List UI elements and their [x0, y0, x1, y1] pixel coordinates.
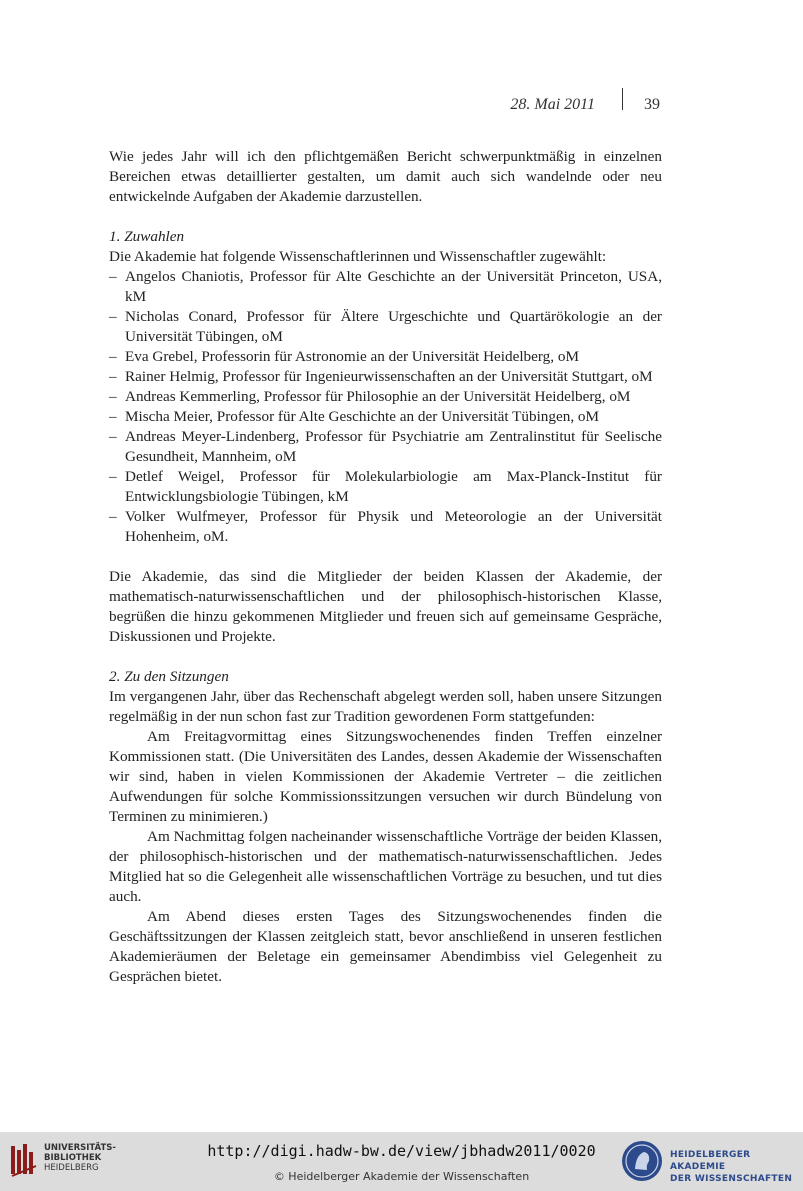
page-number: 39: [644, 96, 660, 113]
list-dash: –: [109, 348, 117, 365]
new-members-list: [109, 267, 662, 547]
list-item: – Eva Grebel, Professorin für Astronomie an der Universität Heidelberg, oM: [109, 348, 579, 365]
academy-seal-icon: [620, 1139, 664, 1183]
list-item: – Nicholas Conard, Professor für Ältere Urgeschichte und Quartärökologie an der Universität Tübingen, oM: [109, 308, 662, 345]
section-heading-1: 1. Zuwahlen: [109, 228, 185, 245]
header-divider: [622, 88, 623, 110]
list-dash: –: [109, 468, 117, 485]
section-2-paragraph: Am Nachmittag folgen nacheinander wissenschaftliche Vorträge der beiden Klassen, der philosophisch-historischen und der mathematisch-naturwissenschaftlichen. Jedes Mitglied hat so die Gelegenheit alle wissenschaftlichen Vorträge zu besuchen, und tut dies auch.: [109, 828, 662, 905]
academy-name: HEIDELBERGER AKADEMIE DER WISSENSCHAFTEN: [670, 1150, 793, 1184]
section-2-paragraph: Am Freitagvormittag eines Sitzungswochenendes finden Treffen einzelner Kommissionen statt. (Die Universitäten des Landes, dessen Akademie der Wissenschaften wir sind, haben in vielen Kommissionen der Akademie Vertreter – die zeitlichen Aufwendungen für solche Kommissionssitzungen versuchen wir durch Bündelung von Terminen zu minimieren.): [109, 728, 662, 825]
section-2-paragraph: Am Abend dieses ersten Tages des Sitzungswochenendes finden die Geschäftssitzungen der Klassen zeitgleich statt, bevor anschließend in unseren festlichen Akademieräumen der Beletage ein gemeinsamer Abendimbiss viel Gelegenheit zu Gesprächen bietet.: [109, 908, 662, 985]
list-item: – Angelos Chaniotis, Professor für Alte Geschichte an der Universität Princeton, USA, kM: [109, 268, 662, 305]
list-dash: –: [109, 308, 117, 325]
header-date: 28. Mai 2011: [510, 96, 595, 113]
list-item: – Detlef Weigel, Professor für Molekularbiologie am Max-Planck-Institut für Entwicklungsbiologie Tübingen, kM: [109, 468, 662, 505]
permalink-url[interactable]: http://digi.hadw-bw.de/view/jbhadw2011/0020: [207, 1142, 596, 1160]
section-heading-2: 2. Zu den Sitzungen: [109, 668, 229, 685]
list-dash: –: [109, 428, 117, 445]
viewer-footer: [0, 1132, 803, 1191]
list-dash: –: [109, 268, 117, 285]
body-text: [109, 147, 662, 987]
running-header: [0, 94, 803, 124]
list-item: – Volker Wulfmeyer, Professor für Physik und Meteorologie an der Universität Hohenheim, oM.: [109, 508, 662, 545]
section-1-lead: Die Akademie hat folgende Wissenschaftlerinnen und Wissenschaftler zugewählt:: [109, 248, 607, 265]
list-dash: –: [109, 368, 117, 385]
list-item: – Rainer Helmig, Professor für Ingenieurwissenschaften an der Universität Stuttgart, oM: [109, 368, 653, 385]
list-dash: –: [109, 508, 117, 525]
section-1-closing: Die Akademie, das sind die Mitglieder der beiden Klassen der Akademie, der mathematisch-naturwissenschaftlichen und der philosophisch-historischen Klasse, begrüßen die hinzu gekommenen Mitglieder und freuen sich auf gemeinsame Gespräche, Diskussionen und Projekte.: [109, 568, 662, 645]
list-dash: –: [109, 388, 117, 405]
library-name: UNIVERSITÄTS- BIBLIOTHEK HEIDELBERG: [44, 1143, 116, 1173]
list-item: – Andreas Kemmerling, Professor für Philosophie an der Universität Heidelberg, oM: [109, 388, 631, 405]
section-2-paragraph: Im vergangenen Jahr, über das Rechenschaft abgelegt werden soll, haben unsere Sitzungen regelmäßig in der nun schon fast zur Tradition gewordenen Form stattgefunden:: [109, 688, 662, 725]
intro-paragraph: Wie jedes Jahr will ich den pflichtgemäßen Bericht schwerpunktmäßig in einzelnen Bereichen etwas detaillierter gestalten, um damit auch sich wandelnde oder neu entwickelnde Aufgaben der Akademie darzustellen.: [109, 148, 662, 205]
list-dash: –: [109, 408, 117, 425]
list-item: – Mischa Meier, Professor für Alte Geschichte an der Universität Tübingen, oM: [109, 408, 600, 425]
list-item: – Andreas Meyer-Lindenberg, Professor für Psychiatrie am Zentralinstitut für Seelische Gesundheit, Mannheim, oM: [109, 428, 662, 465]
copyright-notice: © Heidelberger Akademie der Wissenschaften: [273, 1170, 530, 1183]
